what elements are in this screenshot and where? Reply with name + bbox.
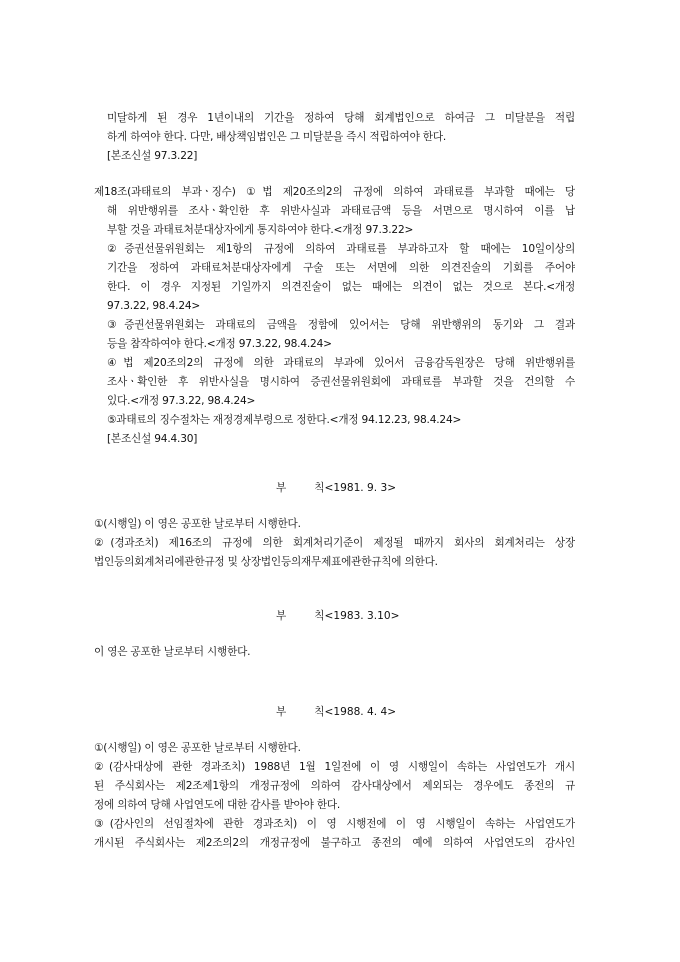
text-line: ④법 제20조의2의 규정에 의한 과태료의 부과에 있어서 금융감독원장은 당해 위반행위를	[107, 357, 575, 369]
text-line: ①(시행일) 이 영은 공포한 날로부터 시행한다.	[94, 742, 301, 754]
text-line: 미달하게 된 경우 1년이내의 기간을 정하여 당해 회계법인으로 하여금 그 미달분을 적립	[107, 112, 575, 124]
text-line: 등을 참작하여야 한다.<개정 97.3.22, 98.4.24>	[107, 338, 332, 350]
text-line: 97.3.22, 98.4.24>	[107, 300, 201, 312]
text-line: 이 영은 공포한 날로부터 시행한다.	[94, 646, 251, 658]
addendum-heading-bu: 부	[276, 610, 287, 622]
text-line: [본조신설 94.4.30]	[107, 433, 198, 445]
text-line: ⑤과태료의 징수절차는 재정경제부령으로 정한다.<개정 94.12.23, 98.4.24>	[107, 414, 462, 426]
text-line: [본조신설 97.3.22]	[107, 150, 198, 162]
text-line: ③증권선물위원회는 과태료의 금액을 정함에 있어서는 당해 위반행위의 동기와 그 결과	[107, 319, 575, 331]
addendum-heading-1988	[276, 705, 396, 719]
text-line: ③(감사인의 선임절차에 관한 경과조치) 이 영 시행전에 이 영 시행일이 속하는 사업연도가	[94, 818, 575, 830]
text-line: 해 위반행위를 조사ㆍ확인한 후 위반사실과 과태료금액 등을 서면으로 명시하여 이를 납	[107, 205, 575, 217]
addendum-heading-date: 칙<1981. 9. 3>	[314, 482, 397, 494]
text-line: 기간을 정하여 과태료처분대상자에게 구술 또는 서면에 의한 의견진술의 기회를 주어야	[107, 262, 575, 274]
text-line: 부할 것을 과태료처분대상자에게 통지하여야 한다.<개정 97.3.22>	[107, 224, 414, 236]
text-line: 하게 하여야 한다. 다만, 배상책임법인은 그 미달분을 즉시 적립하여야 한다.	[107, 131, 447, 143]
text-line: 된 주식회사는 제2조제1항의 개정규정에 의하여 감사대상에서 제외되는 경우에도 종전의 규	[94, 780, 575, 792]
addendum-heading-1981	[276, 481, 396, 495]
text-line: ②증권선물위원회는 제1항의 규정에 의하여 과태료를 부과하고자 할 때에는 10일이상의	[107, 243, 575, 255]
article-18-heading-line: 제18조(과태료의 부과ㆍ징수) ①법 제20조의2의 규정에 의하여 과태료를 부과할 때에는 당	[94, 186, 575, 198]
addendum-heading-bu: 부	[276, 706, 287, 718]
text-line: 개시된 주식회사는 제2조의2의 개정규정에 불구하고 종전의 예에 의하여 사업연도의 감사인	[94, 837, 575, 849]
text-line: ②(경과조치) 제16조의 규정에 의한 회계처리기준이 제정될 때까지 회사의 회계처리는 상장	[94, 537, 575, 549]
addendum-heading-date: 칙<1988. 4. 4>	[314, 706, 397, 718]
addendum-heading-date: 칙<1983. 3.10>	[314, 610, 400, 622]
text-line: 한다. 이 경우 지정된 기일까지 의견진술이 없는 때에는 의견이 없는 것으로 본다.<개정	[107, 281, 575, 293]
text-line: 있다.<개정 97.3.22, 98.4.24>	[107, 395, 256, 407]
text-line: 법인등의회계처리에관한규정 및 상장법인등의재무제표에관한규칙에 의한다.	[94, 556, 438, 568]
addendum-heading-1983	[276, 609, 400, 623]
addendum-heading-bu: 부	[276, 482, 287, 494]
text-line: ①(시행일) 이 영은 공포한 날로부터 시행한다.	[94, 518, 301, 530]
text-line: ②(감사대상에 관한 경과조치) 1988년 1월 1일전에 이 영 시행일이 속하는 사업연도가 개시	[94, 761, 575, 773]
text-line: 조사ㆍ확인한 후 위반사실을 명시하여 증권선물위원회에 과태료를 부과할 것을 건의할 수	[107, 376, 575, 388]
text-line: 정에 의하여 당해 사업연도에 대한 감사를 받아야 한다.	[94, 799, 341, 811]
